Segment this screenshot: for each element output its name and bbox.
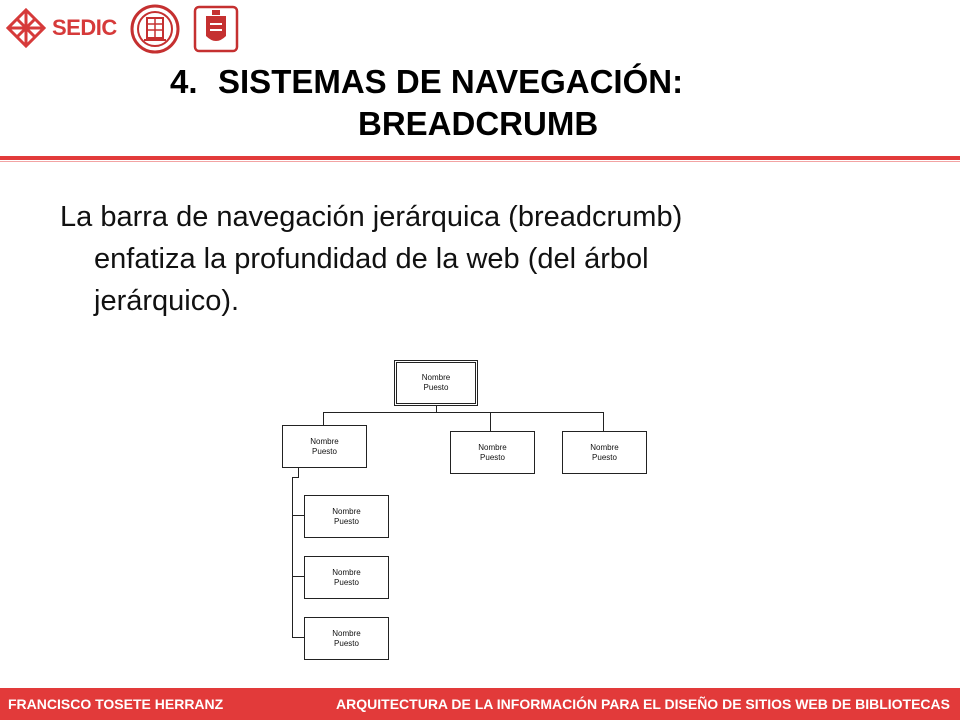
footer-author: FRANCISCO TOSETE HERRANZ (8, 696, 224, 712)
tree-node-level2 (304, 556, 389, 599)
diamond-lattice-icon (6, 8, 46, 48)
node-role: Puesto (423, 383, 449, 392)
tree-node-level1 (450, 431, 535, 474)
title-number: 4. (170, 63, 198, 100)
connector (436, 405, 437, 412)
tree-node-level2 (304, 495, 389, 538)
connector (292, 576, 304, 577)
title-line-1: SISTEMAS DE NAVEGACIÓN: (218, 63, 684, 100)
node-name: Nombre (332, 628, 361, 638)
connector (490, 412, 491, 431)
header-logos (0, 0, 260, 56)
connector (603, 412, 604, 431)
connector (292, 515, 304, 516)
footer-bar (0, 688, 960, 720)
city-coat-of-arms-icon (192, 4, 240, 54)
connector (323, 412, 324, 425)
node-name: Nombre (310, 436, 339, 446)
university-seal-icon (130, 4, 180, 54)
node-name: Nombre (421, 373, 451, 382)
tree-node-level2 (304, 617, 389, 660)
title-line-2: BREADCRUMB (358, 105, 599, 142)
body-line-1: La barra de navegación jerárquica (breadcrumb) (60, 201, 683, 233)
university-seal (130, 4, 180, 54)
coat-of-arms (192, 4, 240, 54)
node-name: Nombre (590, 442, 619, 452)
sedic-logo-text: SEDIC (52, 15, 117, 40)
title-divider-shadow (0, 161, 960, 162)
connector (292, 477, 299, 478)
sedic-logo (6, 8, 122, 48)
connector (292, 637, 304, 638)
tree-node-root (394, 360, 478, 406)
node-role: Puesto (312, 446, 337, 456)
node-role: Puesto (334, 516, 359, 526)
connector (292, 477, 293, 637)
node-name: Nombre (332, 567, 361, 577)
footer-course-title: ARQUITECTURA DE LA INFORMACIÓN PARA EL DISEÑO DE SITIOS WEB DE BIBLIOTECAS (336, 696, 950, 712)
body-paragraph (60, 196, 860, 322)
node-name: Nombre (478, 442, 507, 452)
body-line-3: jerárquico). (94, 285, 240, 317)
hierarchy-diagram (270, 355, 670, 675)
node-role: Puesto (480, 452, 505, 462)
node-role: Puesto (334, 577, 359, 587)
node-name: Nombre (332, 506, 361, 516)
connector (298, 467, 299, 477)
node-role: Puesto (592, 452, 617, 462)
connector (323, 412, 604, 413)
tree-node-level1 (562, 431, 647, 474)
node-role: Puesto (334, 638, 359, 648)
title-divider (0, 156, 960, 160)
body-line-2: enfatiza la profundidad de la web (del árbol (94, 243, 649, 275)
tree-node-level1 (282, 425, 367, 468)
